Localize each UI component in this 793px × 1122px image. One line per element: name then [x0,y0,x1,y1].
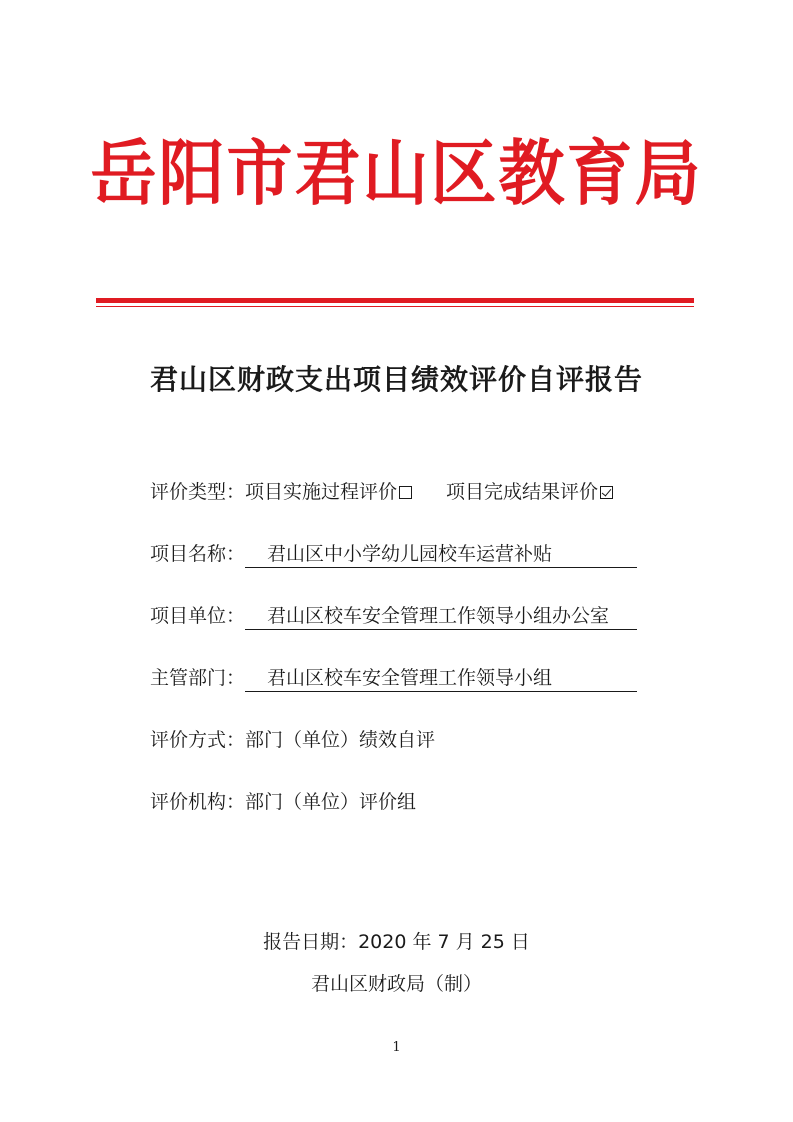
supervising-dept-label: 主管部门： [150,667,246,689]
evaluation-method-row [150,726,435,754]
evaluation-type-label: 评价类型： [150,481,246,503]
project-unit-value: 君山区校车安全管理工作领导小组办公室 [245,603,637,630]
project-unit-label: 项目单位： [150,605,246,627]
evaluation-agency-label: 评价机构： [150,791,246,813]
supervising-dept-row [150,664,637,692]
report-date: 报告日期：2020 年 7 月 25 日 [263,931,530,953]
document-title: 君山区财政支出项目绩效评价自评报告 [149,363,643,396]
red-divider-thin [96,306,694,307]
evaluation-method-value: 部门（单位）绩效自评 [245,729,436,751]
evaluation-agency-row [150,788,416,816]
option-process-label: 项目实施过程评价 [245,481,398,503]
page-number: 1 [392,1040,401,1055]
supervising-dept-value: 君山区校车安全管理工作领导小组 [245,665,637,692]
project-name-value: 君山区中小学幼儿园校车运营补贴 [245,541,637,568]
project-name-label: 项目名称： [150,543,246,565]
evaluation-agency-value: 部门（单位）评价组 [245,791,417,813]
option-process-checkbox[interactable] [399,486,412,499]
masthead-title: 岳阳市君山区教育局 [90,130,703,216]
project-unit-row [150,602,637,630]
issuer: 君山区财政局（制） [310,973,482,995]
option-result-label: 项目完成结果评价 [446,481,599,503]
evaluation-method-label: 评价方式： [150,729,246,751]
evaluation-type-row [150,478,613,506]
option-result-checkbox[interactable] [600,486,613,499]
red-divider-thick [96,298,694,303]
project-name-row [150,540,637,568]
